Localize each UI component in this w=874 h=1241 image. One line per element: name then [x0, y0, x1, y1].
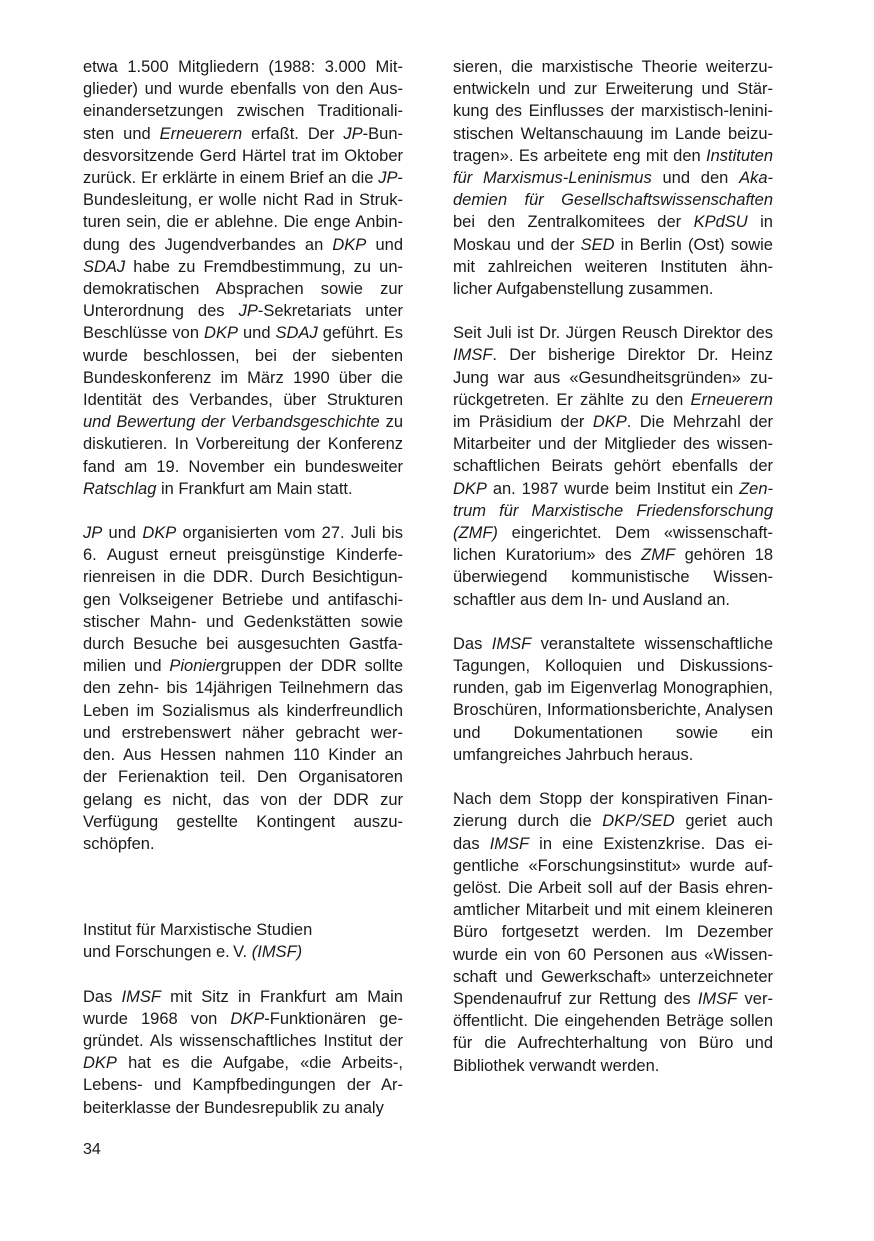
- text-run: in Frankfurt am Main statt.: [156, 479, 353, 498]
- text-run: im Präsidium der: [453, 413, 593, 432]
- right-paragraph-2: [453, 322, 773, 611]
- italic-term: SED: [580, 235, 615, 254]
- text-run: mit Sitz in Frankfurt am Main wurde 1968 von: [83, 987, 403, 1028]
- text-run: -Bundesvorsitzende Gerd Härtel trat im Oktober zurück. Er erklärte in einem Brief an die: [83, 124, 403, 188]
- italic-term: Akademien für Gesellschaftswissenschaften: [453, 169, 774, 210]
- text-run: habe zu Fremdbestimmung, zu undemokratischen Absprachen sowie zur Unterordnung des: [83, 257, 403, 321]
- text-run: eingerichtet. Dem «wissenschaftlichen Kuratorium» des: [453, 524, 773, 565]
- italic-term: IMSF: [121, 987, 161, 1006]
- section-spacer: [83, 877, 403, 919]
- italic-term: IMSF: [489, 834, 530, 853]
- text-run: gruppen der DDR sollte den zehn- bis 14jährigen Teilnehmern das Leben im Sozialismus als kinderfreundlich und erstrebenswert näher gebracht werden. Aus Hessen nahmen 110 Kinder an der Ferienaktion teil. Den Organisatoren gelang es nicht, das von der DDR zur Verfügung gestellte Kontingent auszuschöpfen.: [83, 657, 403, 853]
- text-run: Das: [83, 987, 122, 1006]
- text-run: -Sekretariats unter Beschlüsse von: [83, 302, 403, 343]
- italic-term: IMSF: [697, 989, 738, 1008]
- italic-term: DKP: [142, 524, 177, 543]
- italic-term: IMSF: [453, 346, 493, 365]
- italic-term: DKP: [230, 1009, 265, 1028]
- right-column: [453, 56, 773, 1099]
- text-run: veranstaltete wissenschaftliche Tagungen, Kolloquien und Diskussionsrunden, gab im Eigenverlag Monographien, Broschüren, Informationsberichte, Analysen und Dokumentationen sowie ein umfangreiches Jahrbuch heraus.: [453, 634, 773, 764]
- text-run: bei den Zentralkomitees der: [453, 213, 694, 232]
- italic-term: JP: [238, 302, 258, 321]
- text-run: in Berlin (Ost) sowie mit zahlreichen weiteren Instituten ähnlicher Aufgabenstellung zusammen.: [453, 235, 773, 299]
- text-run: Nach dem Stopp der konspirativen Finanzierung durch die: [453, 790, 773, 831]
- italic-term: Erneuerern: [159, 124, 243, 143]
- italic-term: und Bewertung der Verbandsgeschichte: [83, 413, 380, 432]
- italic-term: Instituten für Marxismus-Leninismus: [453, 146, 773, 188]
- text-run: hat es die Aufgabe, «die Arbeits-, Lebens- und Kampfbedingungen der Arbeiterklasse der Bundesrepublik zu analy: [83, 1054, 403, 1117]
- text-run: veröffentlicht. Die eingehenden Beträge sollen für die Aufrechterhaltung von Büro und Bibliothek verwandt werden.: [453, 989, 773, 1075]
- italic-term: SDAJ: [83, 257, 126, 276]
- left-paragraph-2: [83, 522, 403, 855]
- text-run: sieren, die marxistische Theorie weiterzuentwickeln und zur Erweiterung und Stärkung des Einflusses der marxistisch-leninistischen Weltanschauung im Lande beizutragen». Es arbeitete eng mit den: [453, 58, 773, 165]
- italic-term: KPdSU: [693, 213, 748, 232]
- text-run: und den: [651, 169, 740, 188]
- text-run: geriet auch das: [453, 812, 773, 853]
- italic-term: DKP: [83, 1054, 117, 1073]
- left-paragraph-1: [83, 56, 403, 500]
- text-run: . Der bisherige Direktor Dr. Heinz Jung war aus «Gesundheitsgründen» zurückgetreten. Er zählte zu den: [453, 346, 773, 409]
- italic-term: DKP: [453, 479, 487, 498]
- text-run: und: [102, 524, 143, 543]
- italic-term: ZMF: [641, 546, 676, 565]
- page-number: 34: [83, 1141, 101, 1158]
- left-paragraph-3: [83, 986, 403, 1119]
- text-run: zu diskutieren. In Vorbereitung der Konferenz fand am 19. November ein bundesweiter: [83, 413, 403, 476]
- section-heading-abbreviation: (IMSF): [251, 943, 303, 962]
- italic-term: IMSF: [491, 634, 532, 653]
- left-column: [83, 56, 403, 1141]
- text-run: und: [366, 235, 403, 254]
- text-run: an. 1987 wurde beim Institut ein: [486, 479, 740, 498]
- text-run: gehören 18 überwiegend kommunistische Wissenschaftler aus dem In- und Ausland an.: [453, 546, 774, 609]
- section-heading-imsf: [83, 919, 403, 963]
- text-run: . Die Mehrzahl der Mitarbeiter und der Mitglieder des wissenschaftlichen Beirats gehört ebenfalls der: [453, 413, 773, 476]
- right-paragraph-1: [453, 56, 773, 300]
- italic-term: DKP/SED: [602, 812, 675, 831]
- section-heading-line-2: [83, 941, 403, 963]
- text-run: Seit Juli ist Dr. Jürgen Reusch Direktor des: [453, 324, 773, 343]
- italic-term: DKP: [332, 235, 367, 254]
- italic-term: DKP: [204, 324, 238, 343]
- section-heading-line-1: Institut für Marxistische Studien: [83, 921, 313, 940]
- right-paragraph-4: [453, 788, 773, 1077]
- text-run: organisierten vom 27. Juli bis 6. August erneut preisgünstige Kinderferienreisen in die DDR. Durch Besichtigungen Volkseigener Betriebe und antifaschistischer Mahn- und Gedenkstätten sowie durch Besuche bei ausgesuchten Gastfamilien und: [83, 524, 403, 676]
- italic-term: JP: [343, 124, 363, 143]
- right-paragraph-3: [453, 633, 773, 766]
- text-run: -Funktionären gegründet. Als wissenschaftliches Institut der: [83, 1009, 403, 1050]
- italic-term: Zentrum für Marxistische Friedensforschung (ZMF): [453, 479, 773, 543]
- italic-term: SDAJ: [275, 324, 318, 343]
- italic-term: Pionier: [169, 657, 221, 676]
- italic-term: Erneuerern: [690, 390, 773, 409]
- section-heading-line-2-text: und Forschungen e. V.: [83, 943, 252, 962]
- italic-term: JP: [83, 524, 103, 543]
- text-run: in eine Existenzkrise. Das eigentliche «Forschungsinstitut» wurde aufgelöst. Die Arbeit soll auf der Basis ehrenamtlicher Mitarbeit und mit einem kleineren Büro fortgesetzt werden. Im Dezember wurde ein von 60 Personen aus «Wissenschaft und Gewerkschaft» unterzeichneter Spendenaufruf zur Rettung des: [453, 834, 773, 1008]
- text-run: geführt. Es wurde beschlossen, bei der siebenten Bundeskonferenz im März 1990 über die Identität des Verbandes, über Strukturen: [83, 324, 403, 410]
- text-run: und: [237, 324, 276, 343]
- italic-term: Ratschlag: [83, 479, 157, 498]
- italic-term: DKP: [592, 413, 627, 432]
- text-run: -Bundesleitung, er wolle nicht Rad in Strukturen sein, die er ablehne. Die enge Anbindung des Jugendverbandes an: [83, 169, 403, 254]
- text-run: Das: [453, 634, 492, 653]
- text-run: in Moskau und der: [453, 213, 773, 254]
- italic-term: JP: [378, 169, 398, 188]
- text-run: etwa 1.500 Mitgliedern (1988: 3.000 Mitglieder) und wurde ebenfalls von den Auseinandersetzungen zwischen Traditionalisten und: [83, 58, 403, 143]
- text-run: erfaßt. Der: [242, 124, 344, 143]
